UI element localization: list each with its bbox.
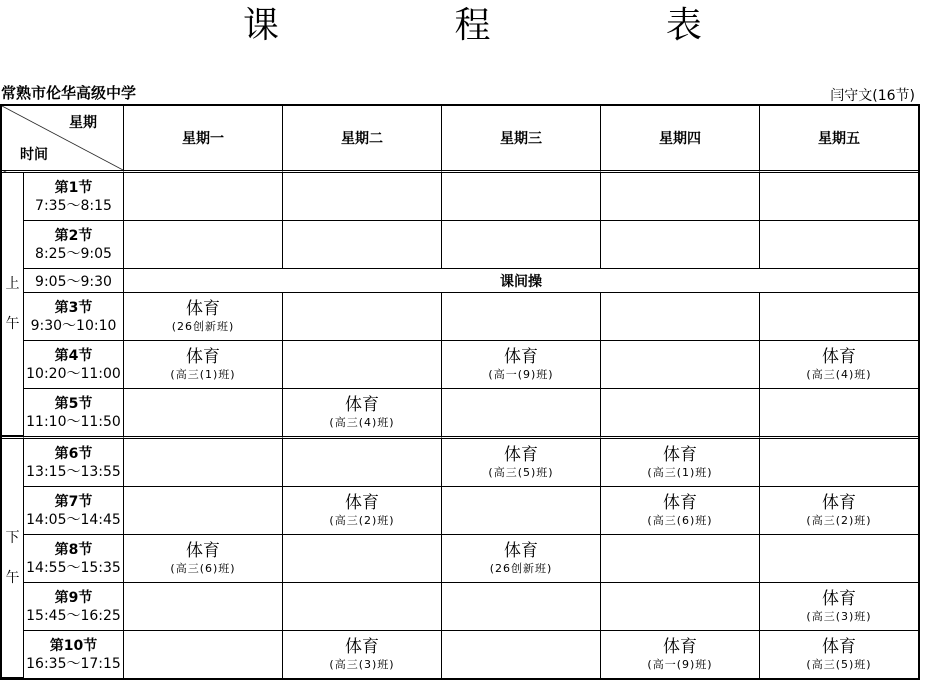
schedule-cell	[760, 293, 918, 341]
course-name: 体育	[822, 492, 856, 513]
period-row	[2, 631, 918, 678]
schedule-cell	[601, 341, 760, 389]
period-row	[2, 583, 918, 631]
course-name: 体育	[345, 636, 379, 657]
schedule-cell	[601, 389, 760, 436]
period-label	[24, 293, 124, 341]
class-name: (高三(6)班)	[647, 513, 713, 527]
period-name: 第4节	[54, 347, 93, 364]
class-name: (高三(6)班)	[170, 561, 236, 575]
period-time: 11:10～11:50	[26, 413, 121, 430]
schedule-cell	[124, 389, 283, 436]
schedule-cell	[601, 436, 760, 487]
schedule-cell	[124, 221, 283, 269]
schedule-cell	[124, 293, 283, 341]
schedule-cell	[442, 583, 601, 631]
period-label	[24, 436, 124, 487]
class-name: (高三(3)班)	[806, 609, 872, 623]
period-time: 14:55～15:35	[26, 559, 121, 576]
schedule-cell	[283, 293, 442, 341]
schedule-cell	[760, 173, 918, 221]
period-name: 第1节	[54, 179, 93, 196]
timetable	[0, 104, 920, 680]
course-name: 体育	[822, 588, 856, 609]
period-row	[2, 293, 918, 341]
course-name: 体育	[663, 636, 697, 657]
class-name: (高三(5)班)	[488, 465, 554, 479]
course-name: 体育	[345, 492, 379, 513]
corner-cell	[2, 106, 124, 173]
course-name: 体育	[663, 492, 697, 513]
half-day-char: 下	[5, 530, 20, 546]
period-name: 第3节	[54, 299, 93, 316]
schedule-cell	[601, 221, 760, 269]
period-time: 13:15～13:55	[26, 463, 121, 480]
period-row	[2, 436, 918, 487]
day-header: 星期三	[442, 106, 601, 173]
page-title: 课 程 表	[243, 5, 784, 46]
course-name: 体育	[186, 298, 220, 319]
period-row	[2, 221, 918, 269]
schedule-cell	[124, 631, 283, 678]
course-name: 体育	[345, 394, 379, 415]
class-name: (高三(1)班)	[647, 465, 713, 479]
period-row	[2, 173, 918, 221]
schedule-cell	[283, 221, 442, 269]
course-name: 体育	[504, 444, 538, 465]
class-name: (高三(1)班)	[170, 367, 236, 381]
schedule-cell	[442, 535, 601, 583]
course-name: 体育	[186, 540, 220, 561]
schedule-cell	[760, 221, 918, 269]
class-name: (高三(3)班)	[329, 657, 395, 671]
schedule-cell	[601, 631, 760, 678]
break-time: 9:05～9:30	[24, 269, 124, 293]
period-label	[24, 173, 124, 221]
period-name: 第9节	[54, 589, 93, 606]
period-time: 10:20～11:00	[26, 365, 121, 382]
schedule-cell	[601, 535, 760, 583]
header-row	[2, 106, 918, 173]
course-name: 体育	[504, 346, 538, 367]
period-time: 9:30～10:10	[30, 317, 117, 334]
schedule-cell	[760, 631, 918, 678]
schedule-cell	[442, 173, 601, 221]
class-name: (高一(9)班)	[488, 367, 554, 381]
course-name: 体育	[186, 346, 220, 367]
period-label	[24, 631, 124, 678]
schedule-cell	[601, 583, 760, 631]
period-label	[24, 583, 124, 631]
schedule-cell	[601, 487, 760, 535]
class-name: (26创新班)	[489, 561, 553, 575]
period-name: 第2节	[54, 227, 93, 244]
half-day-char: 午	[5, 316, 20, 332]
schedule-cell	[442, 341, 601, 389]
period-time: 16:35～17:15	[26, 655, 121, 672]
period-label	[24, 221, 124, 269]
day-header: 星期五	[760, 106, 918, 173]
schedule-cell	[283, 487, 442, 535]
schedule-cell	[442, 221, 601, 269]
schedule-cell	[283, 341, 442, 389]
schedule-cell	[283, 583, 442, 631]
day-header: 星期二	[283, 106, 442, 173]
class-name: (26创新班)	[171, 319, 235, 333]
period-time: 14:05～14:45	[26, 511, 121, 528]
period-row	[2, 389, 918, 436]
schedule-cell	[283, 173, 442, 221]
period-name: 第7节	[54, 493, 93, 510]
break-row	[2, 269, 918, 293]
schedule-cell	[442, 389, 601, 436]
afternoon-section	[2, 436, 918, 678]
half-day-char: 午	[5, 570, 20, 586]
schedule-cell	[760, 535, 918, 583]
corner-time-label: 时间	[20, 147, 48, 163]
schedule-cell	[442, 631, 601, 678]
period-time: 8:25～9:05	[35, 245, 112, 262]
course-name: 体育	[822, 636, 856, 657]
class-name: (高三(4)班)	[329, 415, 395, 429]
teacher-name: 闫守文(16节)	[830, 88, 915, 104]
class-name: (高一(9)班)	[647, 657, 713, 671]
period-label	[24, 487, 124, 535]
period-time: 15:45～16:25	[26, 607, 121, 624]
schedule-cell	[760, 341, 918, 389]
corner-day-label: 星期	[69, 115, 97, 131]
day-header: 星期一	[124, 106, 283, 173]
half-day-char: 上	[5, 276, 20, 292]
schedule-cell	[124, 535, 283, 583]
period-name: 第6节	[54, 445, 93, 462]
school-name: 常熟市伦华高级中学	[1, 84, 137, 102]
schedule-cell	[442, 436, 601, 487]
schedule-cell	[442, 487, 601, 535]
schedule-cell	[601, 293, 760, 341]
class-name: (高三(2)班)	[329, 513, 395, 527]
period-label	[24, 389, 124, 436]
schedule-cell	[124, 341, 283, 389]
schedule-cell	[283, 535, 442, 583]
schedule-cell	[124, 583, 283, 631]
schedule-cell	[283, 631, 442, 678]
period-row	[2, 535, 918, 583]
schedule-cell	[283, 436, 442, 487]
morning-label	[2, 173, 24, 436]
schedule-cell	[124, 173, 283, 221]
schedule-cell	[760, 436, 918, 487]
period-name: 第8节	[54, 541, 93, 558]
period-row	[2, 487, 918, 535]
period-label	[24, 341, 124, 389]
schedule-cell	[283, 389, 442, 436]
schedule-cell	[601, 173, 760, 221]
day-header: 星期四	[601, 106, 760, 173]
schedule-cell	[760, 583, 918, 631]
class-name: (高三(2)班)	[806, 513, 872, 527]
class-name: (高三(5)班)	[806, 657, 872, 671]
schedule-cell	[124, 487, 283, 535]
morning-section	[2, 173, 918, 436]
schedule-cell	[124, 436, 283, 487]
class-name: (高三(4)班)	[806, 367, 872, 381]
break-label: 课间操	[124, 269, 918, 293]
period-label	[24, 535, 124, 583]
period-name: 第10节	[49, 637, 98, 654]
schedule-cell	[442, 293, 601, 341]
period-row	[2, 341, 918, 389]
schedule-cell	[760, 487, 918, 535]
course-name: 体育	[822, 346, 856, 367]
schedule-cell	[760, 389, 918, 436]
period-name: 第5节	[54, 395, 93, 412]
course-name: 体育	[504, 540, 538, 561]
afternoon-label	[2, 436, 24, 678]
period-time: 7:35～8:15	[35, 197, 112, 214]
course-name: 体育	[663, 444, 697, 465]
